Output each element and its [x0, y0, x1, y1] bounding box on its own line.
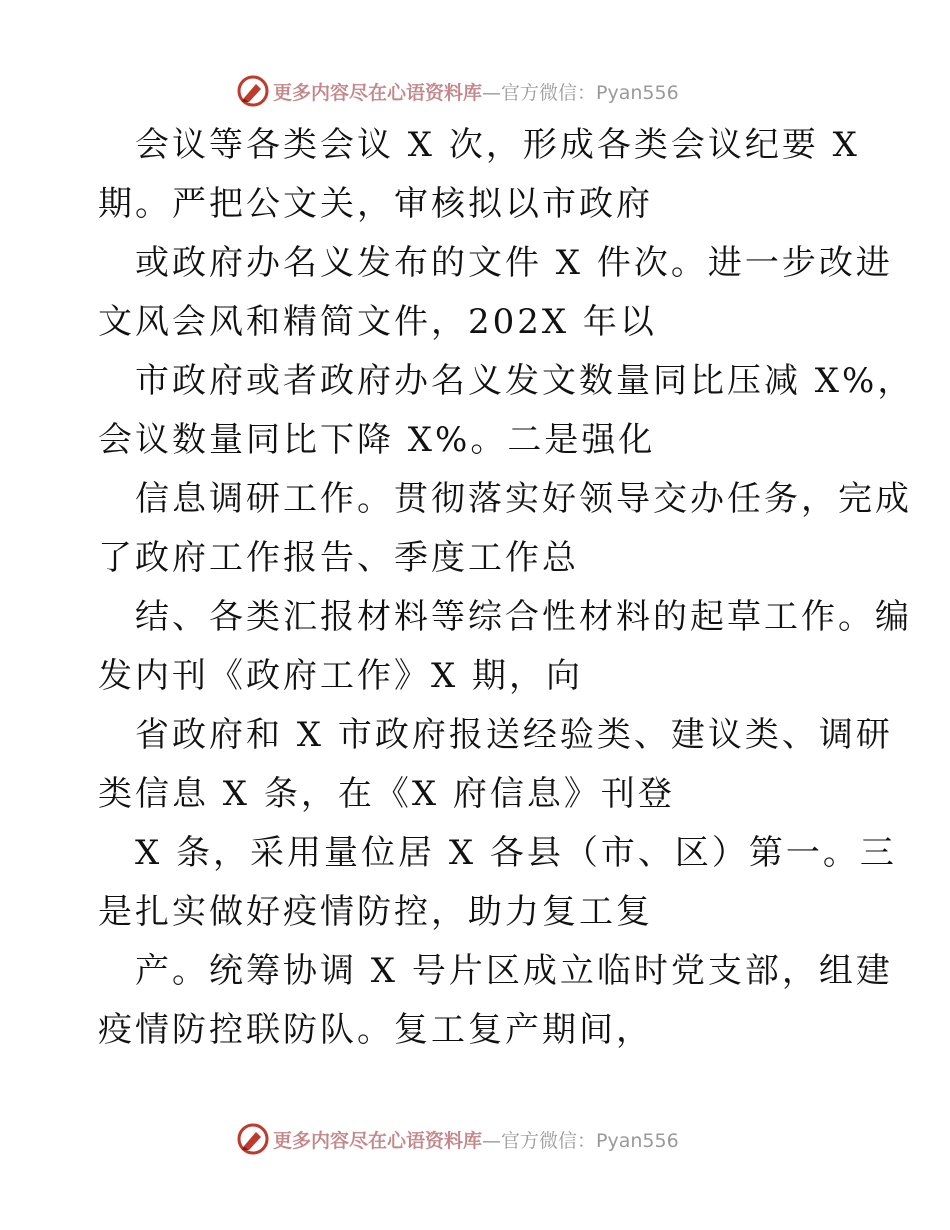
text-line: 产。统筹协调 X 号片区成立临时党支部，组建: [135, 951, 893, 991]
text-line: 发内刊《政府工作》X 期，向: [98, 656, 584, 696]
text-line: 期。严把公文关，审核拟以市政府: [98, 184, 653, 224]
text-line: 省政府和 X 市政府报送经验类、建议类、调研: [135, 715, 893, 755]
header-watermark-banner: [0, 72, 950, 112]
text-line: 文风会风和精简文件，202X 年以: [98, 302, 657, 342]
pen-logo-icon: [236, 74, 270, 108]
watermark-contact-text: —官方微信：Pyan556: [482, 82, 679, 104]
text-line: X 条，采用量位居 X 各县（市、区）第一。三: [135, 833, 897, 873]
text-line: 结、各类汇报材料等综合性材料的起草工作。编: [135, 597, 912, 637]
text-line: 疫情防控联防队。复工复产期间，: [98, 1010, 653, 1050]
text-line: 类信息 X 条，在《X 府信息》刊登: [98, 774, 675, 814]
watermark-brand-text: 更多内容尽在心语资料库: [273, 82, 483, 104]
text-line: 信息调研工作。贯彻落实好领导交办任务，完成: [135, 479, 912, 519]
footer-watermark-banner: [0, 1120, 950, 1160]
text-line: 市政府或者政府办名义发文数量同比压减 X%，: [135, 361, 915, 401]
text-line: 了政府工作报告、季度工作总: [98, 538, 579, 578]
pen-logo-icon: [236, 1122, 270, 1156]
watermark-contact-text: —官方微信：Pyan556: [482, 1130, 679, 1152]
text-line: 会议数量同比下降 X%。二是强化: [98, 420, 656, 460]
text-line: 或政府办名义发布的文件 X 件次。进一步改进: [135, 243, 893, 283]
text-line: 会议等各类会议 X 次，形成各类会议纪要 X: [135, 125, 860, 165]
text-line: 是扎实做好疫情防控，助力复工复: [98, 892, 653, 932]
watermark-brand-text: 更多内容尽在心语资料库: [273, 1130, 483, 1152]
